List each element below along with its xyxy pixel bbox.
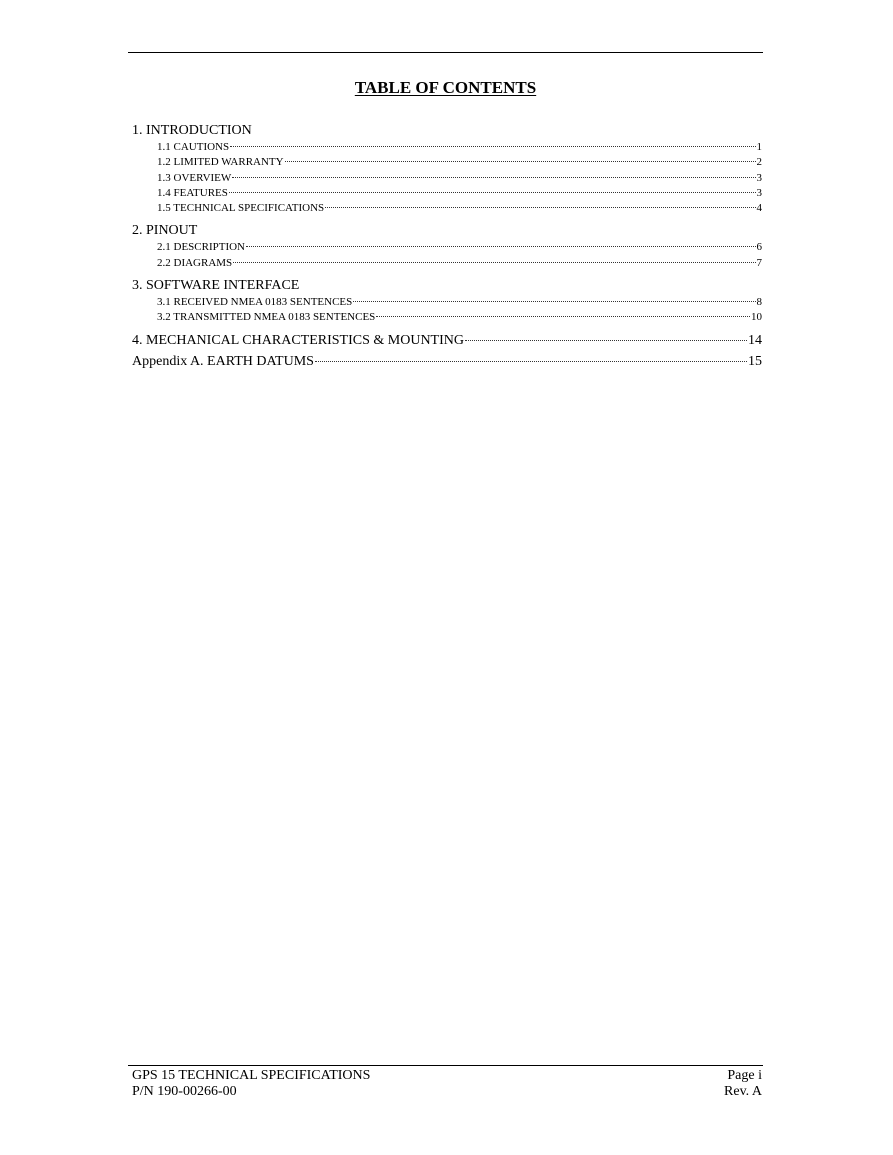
footer-part-number: P/N 190-00266-00 bbox=[132, 1084, 237, 1099]
toc-entry-label: 4. MECHANICAL CHARACTERISTICS & MOUNTING bbox=[132, 332, 464, 348]
toc-entry-label: 1.1 CAUTIONS bbox=[157, 141, 230, 153]
footer-row bbox=[132, 1084, 762, 1100]
toc-title: TABLE OF CONTENTS bbox=[354, 78, 537, 97]
toc-entry[interactable] bbox=[157, 240, 762, 255]
toc-entry-page: 1 bbox=[756, 141, 762, 153]
toc-entry-page: 3 bbox=[756, 171, 762, 184]
toc-heading[interactable]: 2. PINOUT bbox=[132, 223, 198, 239]
toc-entry-label: 2.1 DESCRIPTION bbox=[157, 241, 246, 254]
toc-entry[interactable] bbox=[157, 186, 762, 201]
dot-leader bbox=[229, 192, 756, 193]
toc-entry-page: 3 bbox=[756, 186, 762, 199]
dot-leader bbox=[315, 361, 747, 362]
toc-entry-page: 7 bbox=[756, 256, 762, 269]
dot-leader bbox=[465, 340, 747, 341]
toc-entry-page: 10 bbox=[751, 311, 762, 324]
footer-row bbox=[132, 1068, 762, 1084]
toc-entry-page: 4 bbox=[756, 202, 762, 215]
toc-heading[interactable]: 3. SOFTWARE INTERFACE bbox=[132, 278, 300, 294]
toc-heading[interactable]: 1. INTRODUCTION bbox=[132, 123, 252, 138]
document-page bbox=[128, 0, 763, 1155]
toc-entry[interactable] bbox=[157, 256, 762, 271]
toc-entry-label: 1.4 FEATURES bbox=[157, 186, 228, 199]
toc-entry-label: 1.2 LIMITED WARRANTY bbox=[157, 156, 284, 169]
toc-section-software-interface bbox=[132, 278, 762, 326]
toc-entry-page: 15 bbox=[748, 353, 762, 369]
footer-rule bbox=[128, 1065, 763, 1066]
table-of-contents bbox=[132, 123, 762, 375]
toc-entry-label: 2.2 DIAGRAMS bbox=[157, 256, 233, 269]
footer-page-number: Page i bbox=[727, 1068, 762, 1083]
toc-entry-page: 8 bbox=[756, 296, 762, 309]
toc-entry[interactable] bbox=[157, 310, 762, 325]
dot-leader bbox=[232, 177, 755, 178]
header-rule bbox=[128, 52, 763, 53]
toc-entry[interactable] bbox=[157, 140, 762, 155]
toc-entry-label: Appendix A. EARTH DATUMS bbox=[132, 353, 314, 369]
toc-entry[interactable] bbox=[157, 155, 762, 170]
toc-section-introduction bbox=[132, 123, 762, 216]
dot-leader bbox=[325, 207, 755, 208]
dot-leader bbox=[376, 316, 750, 317]
toc-entry-page: 6 bbox=[756, 241, 762, 254]
toc-entry-page: 2 bbox=[756, 156, 762, 169]
toc-entry-label: 1.3 OVERVIEW bbox=[157, 171, 232, 184]
toc-entry-page: 14 bbox=[748, 332, 762, 348]
toc-entry-appendix-a[interactable] bbox=[132, 354, 762, 370]
toc-entry-label: 3.1 RECEIVED NMEA 0183 SENTENCES bbox=[157, 296, 353, 309]
toc-entry-label: 3.2 TRANSMITTED NMEA 0183 SENTENCES bbox=[157, 311, 376, 324]
toc-section-pinout bbox=[132, 223, 762, 271]
dot-leader bbox=[233, 262, 755, 263]
dot-leader bbox=[230, 146, 755, 147]
dot-leader bbox=[353, 301, 755, 302]
dot-leader bbox=[285, 161, 756, 162]
toc-entry[interactable] bbox=[157, 171, 762, 186]
footer-document-title: GPS 15 TECHNICAL SPECIFICATIONS bbox=[132, 1068, 371, 1083]
dot-leader bbox=[246, 246, 755, 247]
page-footer bbox=[132, 1068, 762, 1100]
toc-entry-label: 1.5 TECHNICAL SPECIFICATIONS bbox=[157, 202, 325, 215]
footer-revision: Rev. A bbox=[724, 1084, 762, 1099]
toc-entry[interactable] bbox=[157, 295, 762, 310]
toc-entry-mechanical[interactable] bbox=[132, 333, 762, 349]
toc-entry[interactable] bbox=[157, 201, 762, 216]
